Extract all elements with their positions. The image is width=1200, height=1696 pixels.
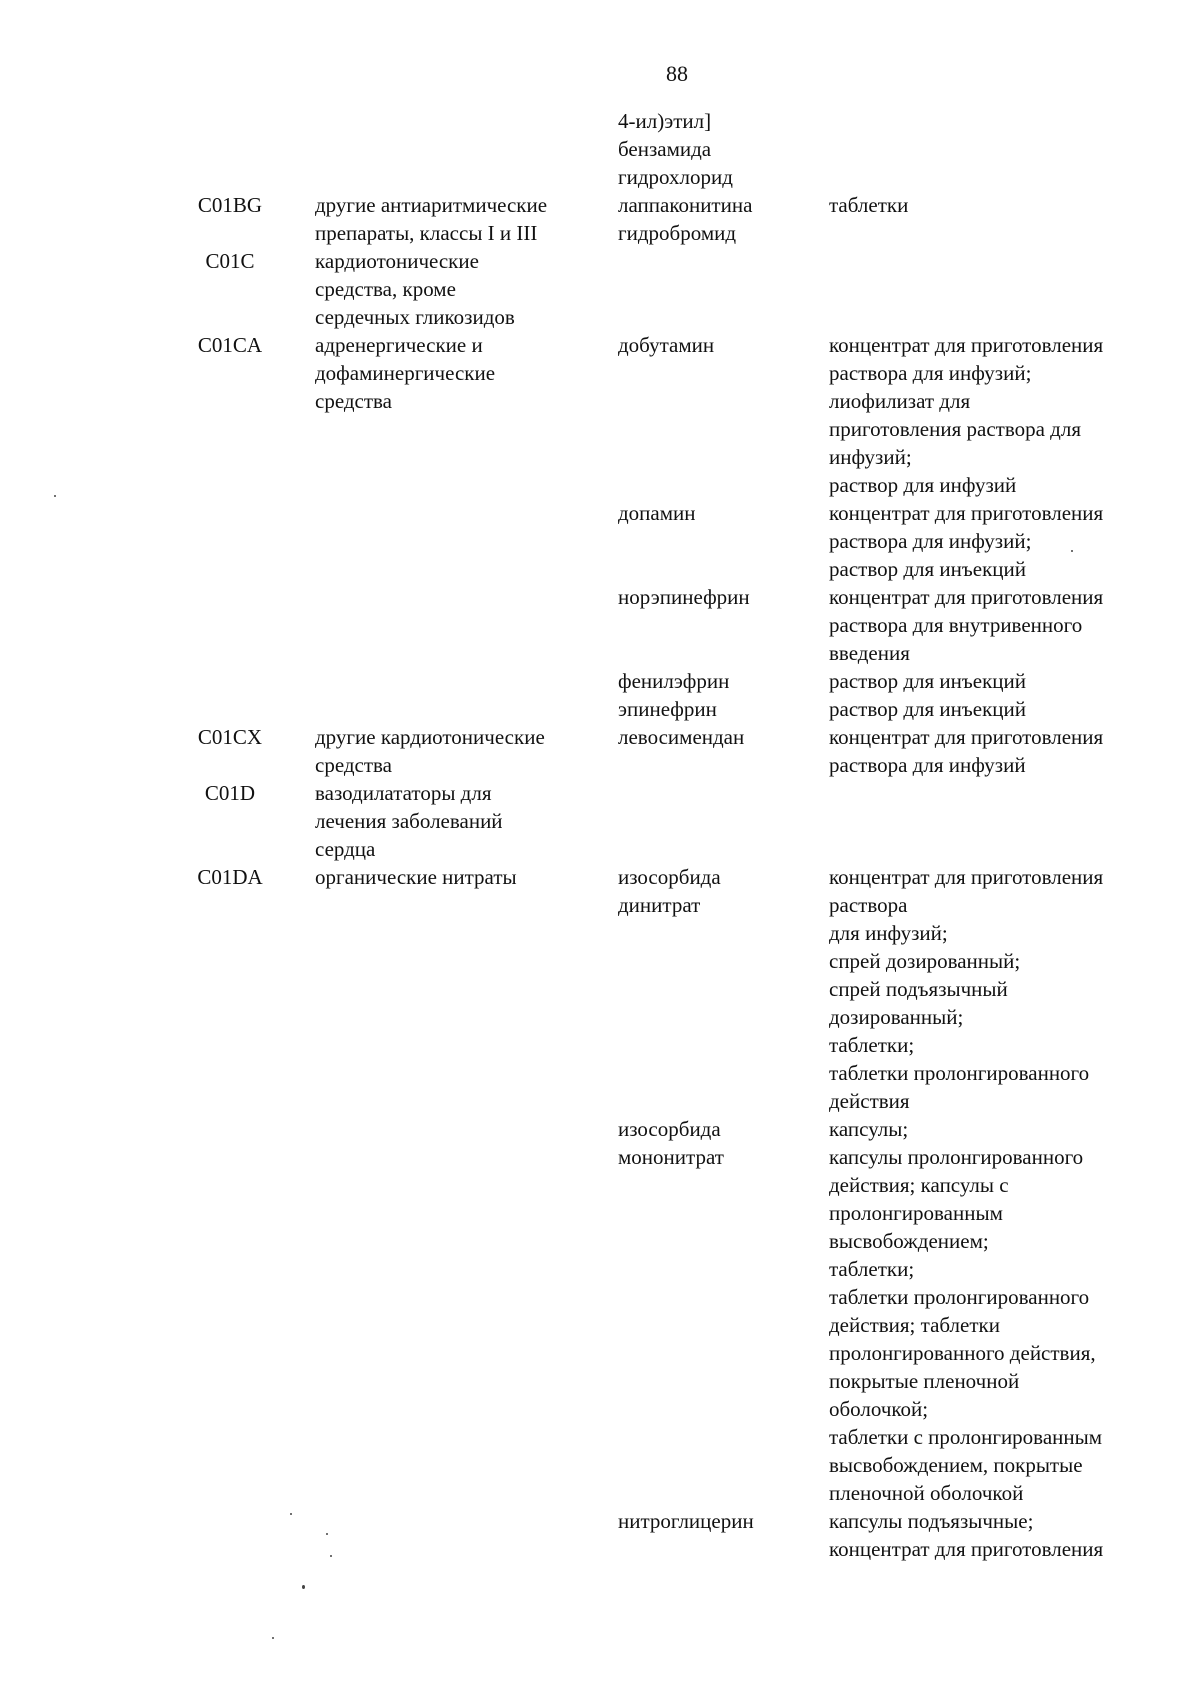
group-name-line: сердечных гликозидов [315,305,515,329]
dosage-form-line: капсулы подъязычные; [829,1509,1034,1533]
group-name-line: средства [315,389,393,413]
group-name-line: лечения заболеваний [315,809,503,833]
dosage-form-line: раствор для инфузий [829,473,1017,497]
drug-name-line: левосимендан [618,725,745,749]
dosage-form [829,191,1179,219]
dosage-form-line: действия; таблетки [829,1313,1000,1337]
dosage-form-line: оболочкой; [829,1397,929,1421]
atc-code [190,723,270,751]
drug-name-line: динитрат [618,893,701,917]
page-number: 88 [666,61,688,86]
group-name-line: кардиотонические [315,249,479,273]
dosage-form-line: концентрат для приготовления [829,725,1104,749]
atc-code-line: C01BG [197,193,263,217]
group-name [315,863,605,891]
drug-name-line: гидрохлорид [618,165,733,189]
dosage-form-line: раствор для инъекций [829,669,1026,693]
drug-name [618,499,818,527]
drug-name [618,667,818,695]
group-name-line: средства, кроме [315,277,456,301]
drug-name [618,723,818,751]
dosage-form-line: пролонгированного действия, [829,1341,1096,1365]
dosage-form [829,1115,1179,1507]
dosage-form-line: раствор для инъекций [829,557,1026,581]
dosage-form-line: дозированный; [829,1005,964,1029]
dosage-form-line: лиофилизат для [829,389,971,413]
drug-name [618,1507,818,1535]
dosage-form-line: таблетки [829,193,909,217]
dosage-form-line: раствора для инфузий [829,753,1026,777]
drug-name [618,1115,818,1171]
dosage-form [829,723,1179,779]
scan-speck [272,1637,274,1639]
drug-name-line: нитроглицерин [618,1509,754,1533]
drug-name [618,191,818,247]
dosage-form-line: для инфузий; [829,921,948,945]
dosage-form-line: раствора для инфузий; [829,529,1032,553]
scan-speck [326,1533,328,1535]
drug-name-line: лаппаконитина [618,193,753,217]
dosage-form [829,583,1179,667]
group-name-line: другие антиаритмические [315,193,548,217]
scan-speck [302,1585,305,1589]
dosage-form-line: высвобождением; [829,1229,989,1253]
drug-name-line: норэпинефрин [618,585,750,609]
atc-code-line: C01CX [197,725,263,749]
atc-code [190,331,270,359]
dosage-form-line: покрытые пленочной [829,1369,1020,1393]
dosage-form [829,695,1179,723]
dosage-form-line: действия; капсулы с [829,1173,1009,1197]
drug-name-line: добутамин [618,333,715,357]
drug-name-line: допамин [618,501,696,525]
group-name-line: другие кардиотонические [315,725,545,749]
atc-code [190,779,270,807]
dosage-form-line: спрей подъязычный [829,977,1008,1001]
group-name [315,723,605,779]
drug-name-line: гидробромид [618,221,737,245]
dosage-form-line: раствор для инъекций [829,697,1026,721]
drug-name [618,583,818,611]
drug-name [618,863,818,919]
drug-name [618,695,818,723]
atc-code [190,247,270,275]
dosage-form [829,499,1179,583]
dosage-form-line: концентрат для приготовления [829,333,1104,357]
atc-code [190,863,270,891]
dosage-form-line: таблетки пролонгированного [829,1061,1090,1085]
dosage-form [829,667,1179,695]
atc-code-line: C01DA [197,865,263,889]
dosage-form-line: пленочной оболочкой [829,1481,1024,1505]
dosage-form-line: таблетки с пролонгированным [829,1425,1103,1449]
dosage-form-line: таблетки пролонгированного [829,1285,1090,1309]
drug-name-line: бензамида [618,137,712,161]
dosage-form-line: введения [829,641,910,665]
dosage-form-line: раствора [829,893,908,917]
dosage-form-line: капсулы пролонгированного [829,1145,1084,1169]
drug-name [618,331,818,359]
atc-code-line: C01D [204,781,256,805]
drug-name-line: 4-ил)этил] [618,109,712,133]
drug-name [618,107,818,191]
group-name-line: сердца [315,837,376,861]
drug-name-line: фенилэфрин [618,669,730,693]
scan-speck [330,1555,332,1557]
group-name [315,247,605,331]
dosage-form-line: раствора для инфузий; [829,361,1032,385]
dosage-form-line: высвобождением, покрытые [829,1453,1083,1477]
group-name [315,331,605,415]
dosage-form-line: концентрат для приготовления [829,865,1104,889]
drug-name-line: эпинефрин [618,697,717,721]
dosage-form-line: приготовления раствора для [829,417,1081,441]
dosage-form-line: раствора для внутривенного [829,613,1083,637]
atc-code-line: C01CA [197,333,263,357]
dosage-form-line: пролонгированным [829,1201,1003,1225]
drug-name-line: изосорбида [618,1117,721,1141]
dosage-form [829,1507,1179,1563]
atc-code-line: C01C [205,249,255,273]
atc-code [190,191,270,219]
group-name [315,191,605,247]
dosage-form-line: капсулы; [829,1117,909,1141]
dosage-form [829,863,1179,1115]
dosage-form-line: концентрат для приготовления [829,1537,1104,1561]
group-name-line: вазодилататоры для [315,781,492,805]
group-name-line: органические нитраты [315,865,517,889]
dosage-form [829,331,1179,499]
scan-speck [1071,550,1073,552]
drug-name-line: изосорбида [618,865,721,889]
scan-speck [290,1513,292,1515]
group-name-line: средства [315,753,393,777]
group-name-line: препараты, классы I и III [315,221,538,245]
group-name [315,779,605,863]
dosage-form-line: действия [829,1089,910,1113]
dosage-form-line: концентрат для приготовления [829,501,1104,525]
dosage-form-line: инфузий; [829,445,912,469]
dosage-form-line: спрей дозированный; [829,949,1021,973]
drug-name-line: мононитрат [618,1145,724,1169]
dosage-form-line: таблетки; [829,1257,915,1281]
scan-speck [54,495,56,497]
group-name-line: адренергические и [315,333,483,357]
dosage-form-line: концентрат для приготовления [829,585,1104,609]
group-name-line: дофаминергические [315,361,496,385]
dosage-form-line: таблетки; [829,1033,915,1057]
